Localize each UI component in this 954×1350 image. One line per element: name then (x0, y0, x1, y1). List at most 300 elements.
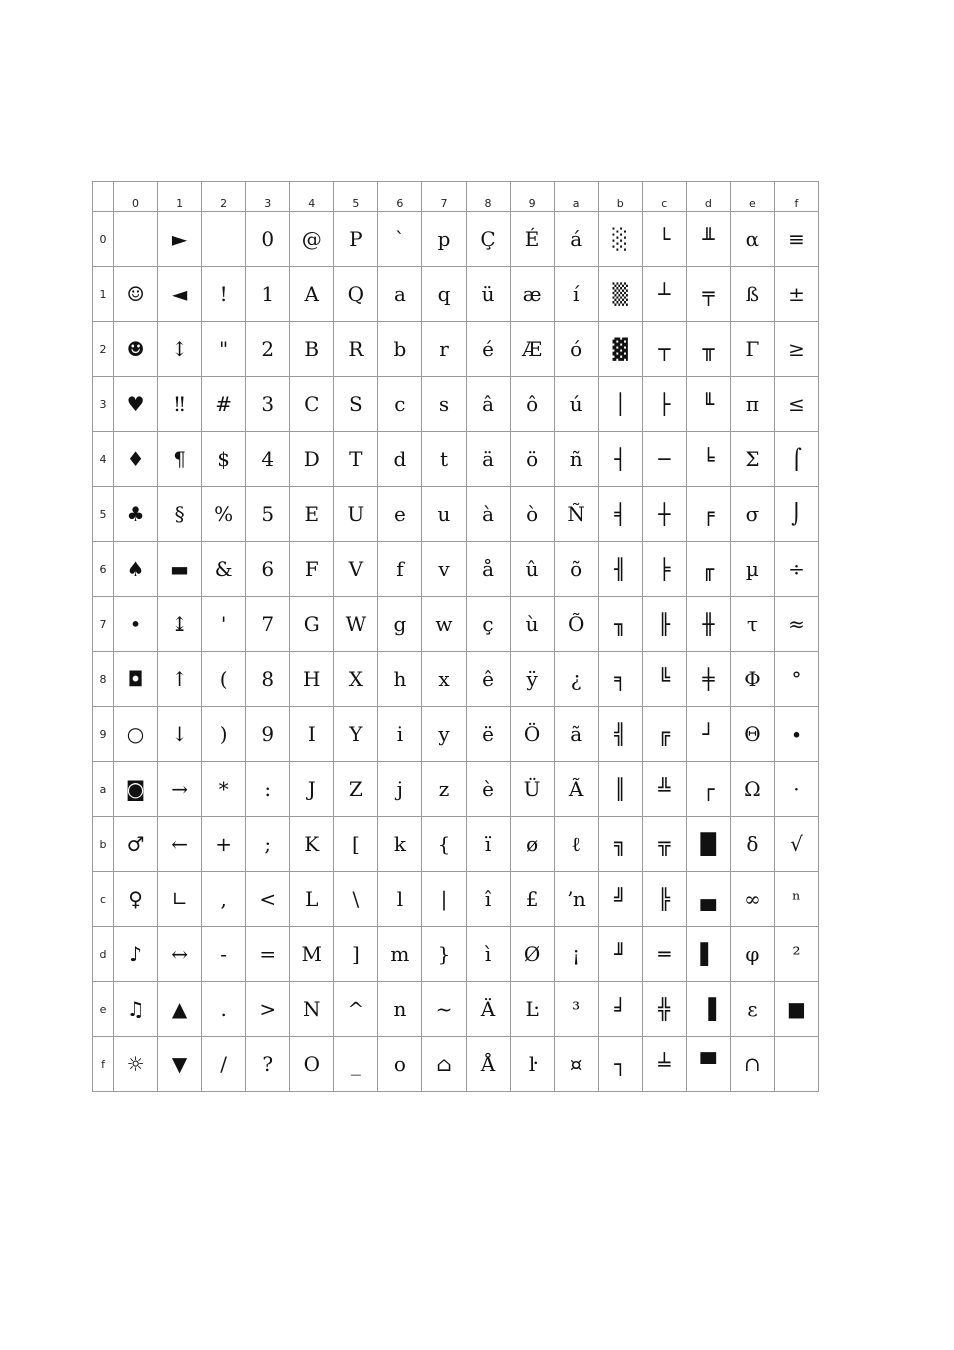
glyph-cell: z (422, 762, 466, 817)
column-header: 7 (422, 182, 466, 212)
glyph-cell: P (334, 212, 378, 267)
glyph-cell: V (334, 542, 378, 597)
column-header: b (598, 182, 642, 212)
glyph-cell: ° (774, 652, 818, 707)
glyph-cell: B (290, 322, 334, 377)
row-header: 0 (93, 212, 114, 267)
glyph-cell: ┬ (642, 322, 686, 377)
glyph-cell: ◄ (158, 267, 202, 322)
glyph-cell: ã (554, 707, 598, 762)
glyph-cell: │ (598, 377, 642, 432)
glyph-cell: φ (730, 927, 774, 982)
glyph-cell: ┴ (642, 267, 686, 322)
glyph-cell: à (466, 487, 510, 542)
row-header: f (93, 1037, 114, 1092)
glyph-cell: , (202, 872, 246, 927)
glyph-cell: ╪ (686, 652, 730, 707)
table-row (93, 212, 819, 267)
table-row (93, 707, 819, 762)
glyph-cell: α (730, 212, 774, 267)
row-header: 2 (93, 322, 114, 377)
glyph-cell: ∞ (730, 872, 774, 927)
glyph-cell: Õ (554, 597, 598, 652)
column-header-row (93, 182, 819, 212)
glyph-cell: Z (334, 762, 378, 817)
glyph-cell: ³ (554, 982, 598, 1037)
glyph-cell: N (290, 982, 334, 1037)
table-row (93, 1037, 819, 1092)
glyph-cell: Ñ (554, 487, 598, 542)
column-header: a (554, 182, 598, 212)
table-row (93, 487, 819, 542)
glyph-cell: ╠ (642, 872, 686, 927)
glyph-cell: 4 (246, 432, 290, 487)
glyph-cell: ô (510, 377, 554, 432)
glyph-cell: 7 (246, 597, 290, 652)
glyph-cell: Ø (510, 927, 554, 982)
glyph-cell: ⁿ (774, 872, 818, 927)
glyph-cell: ╧ (642, 1037, 686, 1092)
glyph-cell: å (466, 542, 510, 597)
glyph-cell: ê (466, 652, 510, 707)
glyph-cell: ▼ (158, 1037, 202, 1092)
glyph-cell: > (246, 982, 290, 1037)
glyph-cell: O (290, 1037, 334, 1092)
glyph-cell: ♫ (114, 982, 158, 1037)
table-corner (93, 182, 114, 212)
glyph-cell: Ü (510, 762, 554, 817)
glyph-cell: ▬ (158, 542, 202, 597)
column-header: 2 (202, 182, 246, 212)
glyph-cell: ò (510, 487, 554, 542)
glyph-cell: ε (730, 982, 774, 1037)
table-row (93, 597, 819, 652)
glyph-cell: ■ (774, 982, 818, 1037)
glyph-cell: ► (158, 212, 202, 267)
glyph-cell: q (422, 267, 466, 322)
glyph-cell: ʼn (554, 872, 598, 927)
glyph-cell: d (378, 432, 422, 487)
glyph-cell: J (290, 762, 334, 817)
glyph-cell: \ (334, 872, 378, 927)
glyph-cell: ← (158, 817, 202, 872)
glyph-cell: r (422, 322, 466, 377)
glyph-cell: ⌡ (774, 487, 818, 542)
glyph-cell: ≤ (774, 377, 818, 432)
glyph-cell: w (422, 597, 466, 652)
glyph-cell: î (466, 872, 510, 927)
glyph-cell: ▓ (598, 322, 642, 377)
glyph-cell: E (290, 487, 334, 542)
glyph-cell: ╗ (598, 817, 642, 872)
glyph-cell: ^ (334, 982, 378, 1037)
table-row (93, 377, 819, 432)
glyph-cell: § (158, 487, 202, 542)
row-header: 5 (93, 487, 114, 542)
glyph-cell: Q (334, 267, 378, 322)
column-header: d (686, 182, 730, 212)
glyph-cell: · (774, 762, 818, 817)
glyph-cell: π (730, 377, 774, 432)
column-header: 4 (290, 182, 334, 212)
glyph-cell: j (378, 762, 422, 817)
glyph-cell: ŀ (510, 1037, 554, 1092)
glyph-cell: Ö (510, 707, 554, 762)
glyph-cell: | (422, 872, 466, 927)
glyph-cell: ↓ (158, 707, 202, 762)
glyph-cell: Ŀ (510, 982, 554, 1037)
glyph-cell: ┘ (686, 707, 730, 762)
glyph-cell: b (378, 322, 422, 377)
table-row (93, 872, 819, 927)
glyph-cell: ↑ (158, 652, 202, 707)
column-header: 3 (246, 182, 290, 212)
glyph-cell: ♠ (114, 542, 158, 597)
glyph-cell: É (510, 212, 554, 267)
glyph-cell: ▄ (686, 872, 730, 927)
glyph-cell: h (378, 652, 422, 707)
glyph-cell: ╞ (642, 542, 686, 597)
glyph-cell: ○ (114, 707, 158, 762)
glyph-cell: ╣ (598, 707, 642, 762)
glyph-cell: í (554, 267, 598, 322)
glyph-cell: ╘ (686, 432, 730, 487)
row-header: 7 (93, 597, 114, 652)
glyph-cell: Æ (510, 322, 554, 377)
glyph-cell: c (378, 377, 422, 432)
glyph-cell: p (422, 212, 466, 267)
row-header: d (93, 927, 114, 982)
column-header: 6 (378, 182, 422, 212)
glyph-cell: I (290, 707, 334, 762)
glyph-cell: • (114, 597, 158, 652)
glyph-cell: Å (466, 1037, 510, 1092)
glyph-cell: - (202, 927, 246, 982)
glyph-cell: e (378, 487, 422, 542)
glyph-cell: Ã (554, 762, 598, 817)
table-row (93, 322, 819, 377)
glyph-cell: µ (730, 542, 774, 597)
glyph-cell: 8 (246, 652, 290, 707)
glyph-cell: â (466, 377, 510, 432)
glyph-cell: ~ (422, 982, 466, 1037)
glyph-cell: æ (510, 267, 554, 322)
glyph-cell: └ (642, 212, 686, 267)
glyph-cell: ┌ (686, 762, 730, 817)
glyph-cell: û (510, 542, 554, 597)
glyph-cell: a (378, 267, 422, 322)
glyph-cell: ß (730, 267, 774, 322)
glyph-cell: ☺ (114, 267, 158, 322)
glyph-cell: ï (466, 817, 510, 872)
glyph-cell: D (290, 432, 334, 487)
glyph-cell: 0 (246, 212, 290, 267)
glyph-cell: ╫ (686, 597, 730, 652)
glyph-cell: ─ (642, 432, 686, 487)
glyph-cell: ⌠ (774, 432, 818, 487)
glyph-cell: ║ (598, 762, 642, 817)
row-header: 1 (93, 267, 114, 322)
glyph-cell: ▐ (686, 982, 730, 1037)
glyph-cell: ╩ (642, 762, 686, 817)
row-header: b (93, 817, 114, 872)
glyph-cell: ╛ (598, 982, 642, 1037)
glyph-cell: ╖ (598, 597, 642, 652)
glyph-cell: ¶ (158, 432, 202, 487)
glyph-cell: ? (246, 1037, 290, 1092)
row-header: e (93, 982, 114, 1037)
glyph-cell: ! (202, 267, 246, 322)
glyph-cell: ◘ (114, 652, 158, 707)
glyph-cell: : (246, 762, 290, 817)
glyph-cell: ¿ (554, 652, 598, 707)
glyph-cell: ╢ (598, 542, 642, 597)
glyph-cell: ‼ (158, 377, 202, 432)
glyph-cell: t (422, 432, 466, 487)
glyph-cell: ╨ (686, 212, 730, 267)
glyph-cell (774, 1037, 818, 1092)
glyph-cell: √ (774, 817, 818, 872)
glyph-cell: σ (730, 487, 774, 542)
glyph-cell: ☼ (114, 1037, 158, 1092)
glyph-cell: ╦ (642, 817, 686, 872)
glyph-cell: ♥ (114, 377, 158, 432)
glyph-cell: Φ (730, 652, 774, 707)
table-row (93, 267, 819, 322)
glyph-cell: n (378, 982, 422, 1037)
glyph-cell: ) (202, 707, 246, 762)
glyph-cell: ♪ (114, 927, 158, 982)
glyph-cell: v (422, 542, 466, 597)
glyph-cell: y (422, 707, 466, 762)
glyph-cell: é (466, 322, 510, 377)
table-body (93, 212, 819, 1092)
table-row (93, 762, 819, 817)
glyph-cell: ╚ (642, 652, 686, 707)
table-row (93, 542, 819, 597)
glyph-cell: £ (510, 872, 554, 927)
glyph-cell: ┤ (598, 432, 642, 487)
column-header: 9 (510, 182, 554, 212)
glyph-cell: ▌ (686, 927, 730, 982)
glyph-cell: C (290, 377, 334, 432)
glyph-cell: L (290, 872, 334, 927)
glyph-cell: # (202, 377, 246, 432)
glyph-cell: ñ (554, 432, 598, 487)
glyph-cell: ' (202, 597, 246, 652)
glyph-cell: ℓ (554, 817, 598, 872)
glyph-cell: A (290, 267, 334, 322)
glyph-cell: ² (774, 927, 818, 982)
glyph-cell: ÿ (510, 652, 554, 707)
glyph-cell: ╥ (686, 322, 730, 377)
glyph-cell: ↔ (158, 927, 202, 982)
glyph-cell: T (334, 432, 378, 487)
glyph-cell: s (422, 377, 466, 432)
glyph-cell: @ (290, 212, 334, 267)
glyph-cell: Ç (466, 212, 510, 267)
table-row (93, 817, 819, 872)
glyph-cell: f (378, 542, 422, 597)
column-header: e (730, 182, 774, 212)
glyph-cell: ú (554, 377, 598, 432)
glyph-cell: G (290, 597, 334, 652)
glyph-cell: % (202, 487, 246, 542)
row-header: a (93, 762, 114, 817)
glyph-cell: Θ (730, 707, 774, 762)
glyph-cell: _ (334, 1037, 378, 1092)
glyph-cell: 9 (246, 707, 290, 762)
glyph-cell: x (422, 652, 466, 707)
column-header: c (642, 182, 686, 212)
glyph-cell: ┐ (598, 1037, 642, 1092)
glyph-cell: █ (686, 817, 730, 872)
glyph-cell: u (422, 487, 466, 542)
table-row (93, 982, 819, 1037)
glyph-cell: S (334, 377, 378, 432)
glyph-cell: ▲ (158, 982, 202, 1037)
glyph-cell: 3 (246, 377, 290, 432)
table-row (93, 927, 819, 982)
glyph-cell: ä (466, 432, 510, 487)
glyph-cell: . (202, 982, 246, 1037)
glyph-cell: ♂ (114, 817, 158, 872)
glyph-cell: = (246, 927, 290, 982)
glyph-cell: ╬ (642, 982, 686, 1037)
glyph-cell: 1 (246, 267, 290, 322)
table-row (93, 652, 819, 707)
glyph-cell: ∟ (158, 872, 202, 927)
glyph-cell: 2 (246, 322, 290, 377)
glyph-cell: Y (334, 707, 378, 762)
glyph-cell: m (378, 927, 422, 982)
glyph-cell: ∙ (774, 707, 818, 762)
glyph-cell: ╕ (598, 652, 642, 707)
glyph-cell: W (334, 597, 378, 652)
glyph-cell: K (290, 817, 334, 872)
glyph-cell: ░ (598, 212, 642, 267)
glyph-cell: l (378, 872, 422, 927)
glyph-cell: ╝ (598, 872, 642, 927)
glyph-cell: } (422, 927, 466, 982)
glyph-cell: F (290, 542, 334, 597)
glyph-cell: < (246, 872, 290, 927)
glyph-cell: ╒ (686, 487, 730, 542)
glyph-cell: ↕ (158, 322, 202, 377)
glyph-cell: * (202, 762, 246, 817)
glyph-cell: ù (510, 597, 554, 652)
glyph-cell: o (378, 1037, 422, 1092)
glyph-cell: k (378, 817, 422, 872)
column-header: 1 (158, 182, 202, 212)
glyph-cell: { (422, 817, 466, 872)
row-header: 8 (93, 652, 114, 707)
row-header: 9 (93, 707, 114, 762)
glyph-cell: ♣ (114, 487, 158, 542)
glyph-cell: ┼ (642, 487, 686, 542)
row-header: 6 (93, 542, 114, 597)
glyph-cell: ▀ (686, 1037, 730, 1092)
glyph-cell: ( (202, 652, 246, 707)
row-header: 4 (93, 432, 114, 487)
glyph-cell: R (334, 322, 378, 377)
glyph-cell: Σ (730, 432, 774, 487)
character-set-table (92, 181, 819, 1092)
glyph-cell: ; (246, 817, 290, 872)
glyph-cell: 6 (246, 542, 290, 597)
glyph-cell: ≈ (774, 597, 818, 652)
glyph-cell: ∩ (730, 1037, 774, 1092)
glyph-cell: τ (730, 597, 774, 652)
glyph-cell: ╙ (686, 377, 730, 432)
glyph-cell: õ (554, 542, 598, 597)
glyph-cell: ╟ (642, 597, 686, 652)
glyph-cell: ▒ (598, 267, 642, 322)
glyph-cell: X (334, 652, 378, 707)
glyph-cell: ╜ (598, 927, 642, 982)
glyph-cell (202, 212, 246, 267)
column-header: 5 (334, 182, 378, 212)
glyph-cell: ÷ (774, 542, 818, 597)
glyph-cell: δ (730, 817, 774, 872)
glyph-cell: g (378, 597, 422, 652)
glyph-cell: ☻ (114, 322, 158, 377)
glyph-cell: ↨ (158, 597, 202, 652)
glyph-cell: Ω (730, 762, 774, 817)
glyph-cell: ø (510, 817, 554, 872)
glyph-cell: H (290, 652, 334, 707)
glyph-cell: ç (466, 597, 510, 652)
glyph-cell: ═ (642, 927, 686, 982)
glyph-cell: ¤ (554, 1037, 598, 1092)
row-header: c (93, 872, 114, 927)
glyph-cell: ♦ (114, 432, 158, 487)
glyph-cell: ╓ (686, 542, 730, 597)
glyph-cell: Ä (466, 982, 510, 1037)
glyph-cell: i (378, 707, 422, 762)
glyph-cell: Γ (730, 322, 774, 377)
glyph-cell: $ (202, 432, 246, 487)
glyph-cell: → (158, 762, 202, 817)
glyph-cell: ë (466, 707, 510, 762)
table-row (93, 432, 819, 487)
glyph-cell: M (290, 927, 334, 982)
glyph-cell: / (202, 1037, 246, 1092)
glyph-cell: ├ (642, 377, 686, 432)
glyph-cell: ≥ (774, 322, 818, 377)
glyph-cell: [ (334, 817, 378, 872)
column-header: 0 (114, 182, 158, 212)
glyph-cell: ⌂ (422, 1037, 466, 1092)
glyph-cell: ♀ (114, 872, 158, 927)
glyph-cell: & (202, 542, 246, 597)
glyph-cell (114, 212, 158, 267)
glyph-cell: ¡ (554, 927, 598, 982)
glyph-cell: è (466, 762, 510, 817)
column-header: f (774, 182, 818, 212)
glyph-cell: ≡ (774, 212, 818, 267)
glyph-cell: 5 (246, 487, 290, 542)
glyph-cell: ö (510, 432, 554, 487)
glyph-cell: + (202, 817, 246, 872)
glyph-cell: ì (466, 927, 510, 982)
glyph-cell: ` (378, 212, 422, 267)
glyph-cell: ◙ (114, 762, 158, 817)
glyph-cell: U (334, 487, 378, 542)
row-header: 3 (93, 377, 114, 432)
glyph-cell: á (554, 212, 598, 267)
glyph-cell: ╔ (642, 707, 686, 762)
